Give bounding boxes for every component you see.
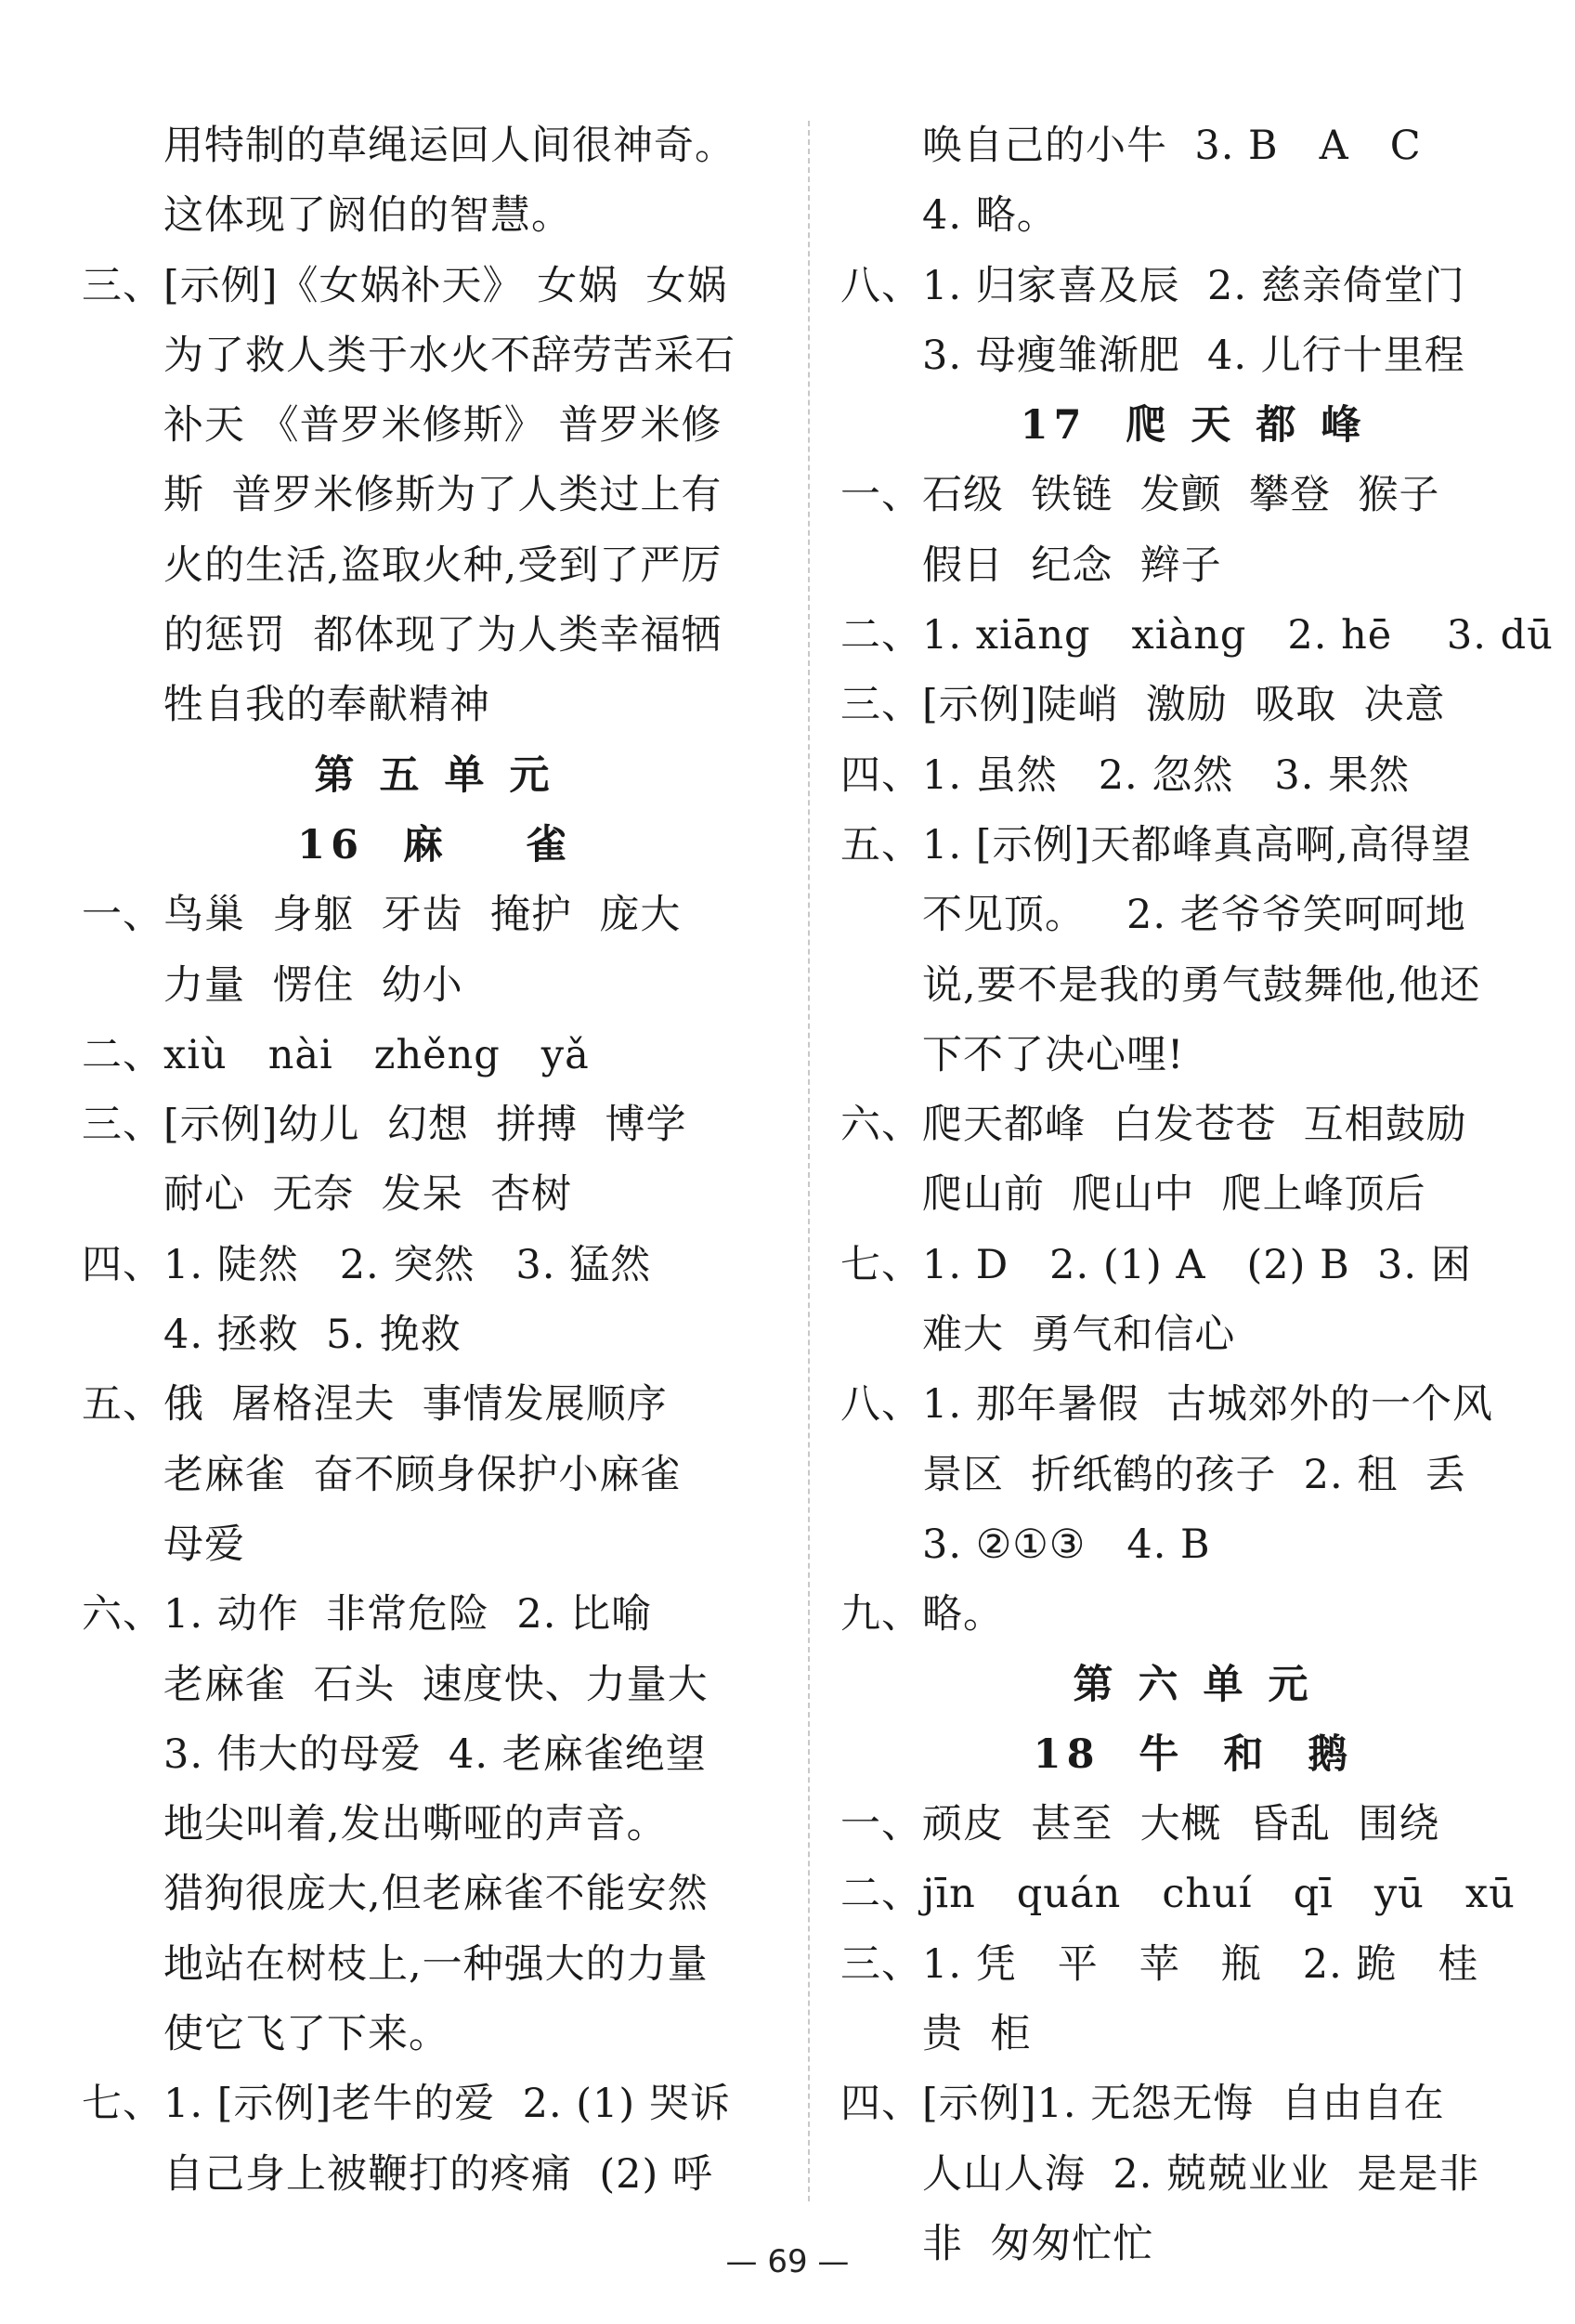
- right-text-line: 下不了决心哩!: [922, 1031, 1185, 1078]
- right-text-line: 非 匆匆忙忙: [922, 2220, 1154, 2267]
- right-text-line: 八、1. 那年暑假 古城郊外的一个风: [840, 1381, 1494, 1429]
- right-text-line: 3. 母瘦雏渐肥 4. 儿行十里程: [922, 332, 1465, 379]
- column-divider: [808, 121, 810, 2201]
- right-text-line: 八、1. 归家喜及辰 2. 慈亲倚堂门: [840, 262, 1465, 309]
- right-heading: 第 六 单 元: [1073, 1661, 1314, 1708]
- right-text-line: 4. 略。: [922, 192, 1058, 240]
- right-text-line: 一、顽皮 甚至 大概 昏乱 围绕: [840, 1801, 1440, 1848]
- right-text-line: 一、石级 铁链 发颤 攀登 猴子: [840, 472, 1440, 519]
- right-text-line: 3. ②①③ 4. B: [922, 1521, 1211, 1568]
- left-heading: 第 五 单 元: [314, 751, 555, 799]
- left-text-line: 补天 《普罗米修斯》 普罗米修: [163, 402, 722, 450]
- left-text-line: 四、1. 陡然 2. 突然 3. 猛然: [82, 1241, 652, 1288]
- left-heading: 16 麻 雀: [297, 821, 572, 868]
- left-text-line: 为了救人类于水火不辞劳苦采石: [163, 332, 735, 379]
- left-text-line: 这体现了阏伯的智慧。: [163, 192, 572, 240]
- left-text-line: 一、鸟巢 身躯 牙齿 掩护 庞大: [82, 892, 682, 939]
- right-column: [840, 111, 1554, 2279]
- left-text-line: 火的生活,盗取火种,受到了严厉: [163, 542, 722, 589]
- right-text-line: 九、略。: [840, 1591, 1004, 1639]
- page-number: — 69 —: [725, 2243, 850, 2280]
- left-text-line: 七、1. [示例]老牛的爱 2. (1) 哭诉: [82, 2081, 731, 2128]
- right-text-line: 六、爬天都峰 白发苍苍 互相鼓励: [840, 1102, 1467, 1149]
- left-text-line: 力量 愣住 幼小: [163, 961, 463, 1009]
- right-text-line: 不见顶。 2. 老爷爷笑呵呵地: [922, 892, 1466, 939]
- left-text-line: 用特制的草绳运回人间很神奇。: [163, 123, 735, 169]
- right-text-line: 四、[示例]1. 无怨无悔 自由自在: [840, 2081, 1445, 2128]
- left-text-line: 地尖叫着,发出嘶哑的声音。: [163, 1801, 668, 1848]
- right-text-line: 三、[示例]陡峭 激励 吸取 决意: [840, 682, 1446, 729]
- right-text-line: 唤自己的小牛 3. B A C: [922, 123, 1422, 169]
- right-text-line: 假日 纪念 辫子: [922, 542, 1222, 589]
- right-text-line: 五、1. [示例]天都峰真高啊,高得望: [840, 821, 1472, 868]
- left-text-line: 三、[示例]幼儿 幻想 拼搏 博学: [82, 1102, 687, 1149]
- right-text-line: 二、1. xiāng xiàng 2. hē 3. dū: [840, 612, 1554, 659]
- left-text-line: 的惩罚 都体现了为人类幸福牺: [163, 612, 722, 659]
- right-text-line: 爬山前 爬山中 爬上峰顶后: [922, 1171, 1426, 1219]
- right-text-line: 贵 柜: [922, 2011, 1032, 2058]
- right-text-line: 人山人海 2. 兢兢业业 是是非: [922, 2150, 1480, 2198]
- left-text-line: 3. 伟大的母爱 4. 老麻雀绝望: [163, 1730, 707, 1778]
- left-text-line: 老麻雀 石头 速度快、力量大: [163, 1661, 709, 1708]
- left-text-line: 二、xiù nài zhěng yǎ: [82, 1031, 590, 1078]
- left-text-line: 自己身上被鞭打的疼痛 (2) 呼: [163, 2150, 713, 2198]
- left-text-line: 斯 普罗米修斯为了人类过上有: [163, 472, 722, 519]
- left-text-line: 五、俄 屠格涅夫 事情发展顺序: [82, 1381, 668, 1429]
- right-text-line: 二、jīn quán chuí qī yū xū: [840, 1871, 1516, 1918]
- right-text-line: 三、1. 凭 平 苹 瓶 2. 跪 桂: [840, 1940, 1479, 1988]
- left-text-line: 耐心 无奈 发呆 杏树: [163, 1171, 573, 1219]
- right-heading: 17 爬 天 都 峰: [1020, 402, 1367, 450]
- left-text-line: 三、[示例]《女娲补天》 女娲 女娲: [82, 262, 728, 309]
- left-text-line: 4. 拯救 5. 挽救: [163, 1312, 462, 1359]
- right-text-line: 难大 勇气和信心: [922, 1312, 1236, 1359]
- left-column: [82, 111, 788, 2210]
- right-text-line: 四、1. 虽然 2. 忽然 3. 果然: [840, 751, 1411, 799]
- right-text-line: 景区 折纸鹤的孩子 2. 租 丢: [922, 1451, 1466, 1498]
- left-text-line: 母爱: [163, 1521, 245, 1568]
- left-text-line: 猎狗很庞大,但老麻雀不能安然: [163, 1871, 709, 1918]
- right-text-line: 七、1. D 2. (1) A (2) B 3. 困: [840, 1241, 1472, 1288]
- right-heading: 18 牛 和 鹅: [1033, 1730, 1354, 1778]
- left-text-line: 老麻雀 奋不顾身保护小麻雀: [163, 1451, 682, 1498]
- left-text-line: 使它飞了下来。: [163, 2011, 449, 2058]
- left-text-line: 牲自我的奉献精神: [163, 682, 490, 729]
- right-text-line: 说,要不是我的勇气鼓舞他,他还: [922, 961, 1481, 1009]
- left-text-line: 地站在树枝上,一种强大的力量: [163, 1940, 709, 1988]
- left-text-line: 六、1. 动作 非常危险 2. 比喻: [82, 1591, 653, 1639]
